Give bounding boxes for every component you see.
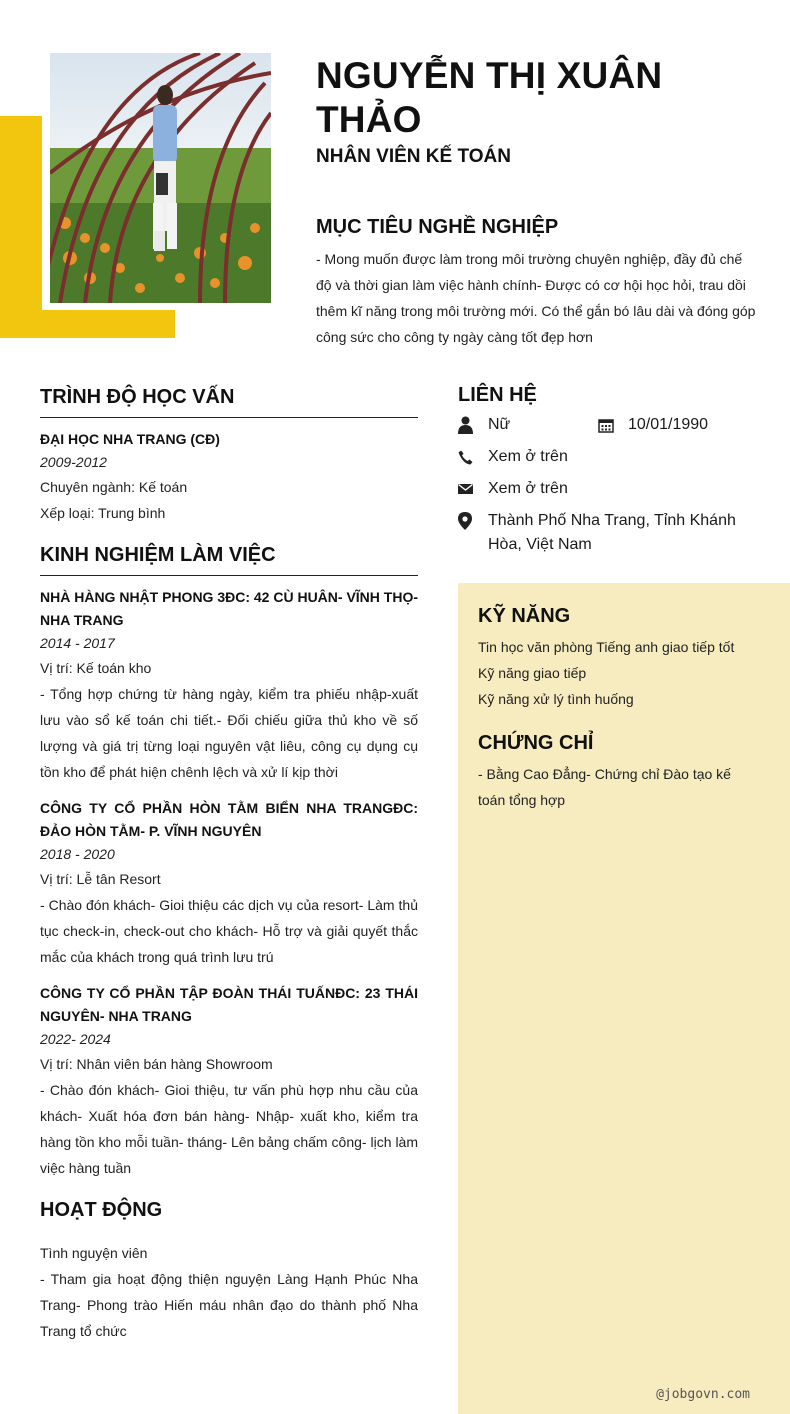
skills-panel-content: [478, 605, 758, 813]
skills-panel: [458, 583, 790, 1414]
experience-description: - Chào đón khách- Gioi thiệu, tư vấn phù hợp nhu cầu của khách- Xuất hóa đơn bán hàng- Nhập- xuất kho, kiểm tra hàng tồn kho mỗi tuần- tháng- Lên bảng chấm công- lịch làm việc hàng tuần: [40, 1082, 418, 1176]
candidate-name: NGUYỄN THỊ XUÂN THẢO: [316, 55, 663, 140]
experience-position: Vị trí: Nhân viên bán hàng Showroom: [40, 1056, 273, 1072]
profile-photo: [50, 53, 271, 303]
contact-email: Xem ở trên: [488, 480, 568, 497]
activities-title: Tình nguyện viên: [40, 1245, 148, 1261]
job-title: NHÂN VIÊN KẾ TOÁN: [316, 146, 511, 167]
skills-heading: KỸ NĂNG: [478, 605, 571, 627]
skill-item: Tin học văn phòng Tiếng anh giao tiếp tốt: [478, 639, 735, 655]
phone-icon: [458, 445, 488, 469]
contact-heading: LIÊN HỆ: [458, 384, 537, 406]
experience-position: Vị trí: Kế toán kho: [40, 660, 152, 676]
activities-heading: HOẠT ĐỘNG: [40, 1199, 163, 1221]
education-rank: Xếp loại: Trung bình: [40, 505, 166, 521]
left-column: [40, 386, 418, 1344]
calendar-icon: [598, 413, 628, 437]
experience-item: [40, 797, 418, 970]
certificates-heading: CHỨNG CHỈ: [478, 732, 594, 754]
watermark: @jobgovn.com: [656, 1387, 750, 1402]
experience-description: - Tổng hợp chứng từ hàng ngày, kiểm tra phiếu nhập-xuất lưu vào sổ kế toán chi tiết.- Đối chiếu giữa thủ kho về số lượng và giá trị từng loại nguyên vật liêu, công cụ dụng cụ tồn kho để phát hiện chênh lệch và xử lí kịp thời: [40, 686, 418, 780]
contact-phone-row: [458, 445, 758, 469]
experience-period: 2018 - 2020: [40, 846, 115, 862]
yellow-accent-bar: [0, 116, 42, 338]
location-icon: [458, 509, 488, 533]
contact-birthdate: 10/01/1990: [628, 416, 709, 433]
objective-heading: MỤC TIÊU NGHỀ NGHIỆP: [316, 216, 559, 238]
experience-position: Vị trí: Lễ tân Resort: [40, 871, 161, 887]
experience-company: CÔNG TY CỔ PHẦN HÒN TẰM BIỂN NHA TRANGĐC: ĐẢO HÒN TẰM- P. VĨNH NGUYÊN: [40, 800, 418, 839]
activities-description: - Tham gia hoạt động thiện nguyện Làng Hạnh Phúc Nha Trang- Phong trào Hiến máu nhân đạo do thành phố Nha Trang tổ chức: [40, 1271, 418, 1339]
skill-item: Kỹ năng giao tiếp: [478, 665, 587, 681]
contact-birth: [598, 413, 708, 437]
education-major: Chuyên ngành: Kế toán: [40, 479, 188, 495]
education-heading: TRÌNH ĐỘ HỌC VẤN: [40, 386, 418, 418]
experience-company: CÔNG TY CỔ PHẦN TẬP ĐOÀN THÁI TUẤNĐC: 23 THÁI NGUYÊN- NHA TRANG: [40, 985, 418, 1024]
certificates-text: - Bằng Cao Đẳng- Chứng chỉ Đào tạo kế toán tổng hợp: [478, 766, 731, 808]
contact-section: [458, 384, 758, 565]
email-icon: [458, 477, 488, 501]
education-period: 2009-2012: [40, 454, 107, 470]
experience-description: - Chào đón khách- Gioi thiệu các dịch vụ của resort- Làm thủ tục check-in, check-out cho khách- Hỗ trợ và giải quyết thắc mắc của khách trong quá trình lưu trú: [40, 897, 418, 965]
contact-email-row: [458, 477, 758, 501]
experience-heading: KINH NGHIỆM LÀM VIỆC: [40, 544, 418, 576]
contact-gender: Nữ: [488, 416, 511, 433]
experience-period: 2022- 2024: [40, 1031, 111, 1047]
experience-item: [40, 586, 418, 785]
contact-address: Thành Phố Nha Trang, Tỉnh Khánh Hòa, Việt Nam: [488, 512, 736, 553]
skill-item: Kỹ năng xử lý tình huống: [478, 691, 634, 707]
contact-address-row: [458, 509, 758, 557]
education-school: ĐẠI HỌC NHA TRANG (CĐ): [40, 431, 220, 447]
contact-gender-row: [458, 413, 758, 437]
experience-period: 2014 - 2017: [40, 635, 115, 651]
experience-item: [40, 982, 418, 1181]
contact-phone: Xem ở trên: [488, 448, 568, 465]
experience-company: NHÀ HÀNG NHẬT PHONG 3ĐC: 42 CÙ HUÂN- VĨNH THỌ- NHA TRANG: [40, 589, 419, 628]
objective-text: - Mong muốn được làm trong môi trường chuyên nghiệp, đầy đủ chế độ và thời gian làm việc hành chính- Được có cơ hội học hỏi, trau dồi thêm kĩ năng trong môi trường mới. Có thể gắn bó lâu dài và đóng góp công sức cho công ty ngày càng tốt đẹp hơn: [316, 251, 756, 345]
person-icon: [458, 413, 488, 437]
yellow-accent-base: [0, 310, 175, 338]
